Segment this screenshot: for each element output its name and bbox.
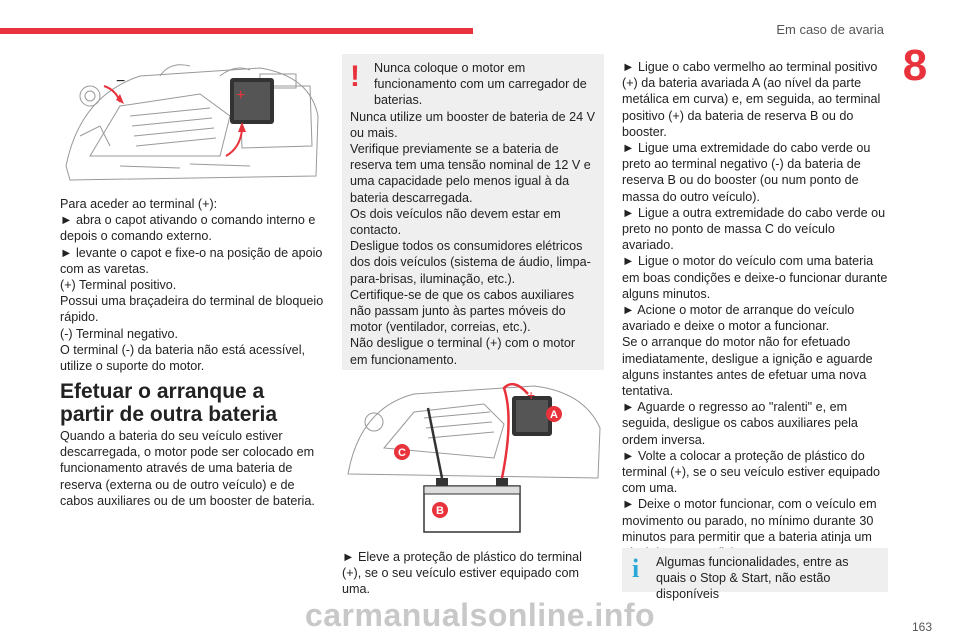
text-line: ► Ligue o motor do veículo com uma bateria em boas condições e deixe-o funcionar durante alguns minutos. bbox=[622, 254, 888, 301]
text-line: Para aceder ao terminal (+): bbox=[60, 197, 218, 211]
text-line: Possui uma braçadeira do terminal de bloqueio rápido. bbox=[60, 294, 324, 325]
plus-terminal-label: + bbox=[236, 87, 246, 104]
info-text: Algumas funcionalidades, entre as quais o Stop & Start, não estão disponíveis bbox=[656, 555, 849, 602]
jump-start-steps bbox=[622, 59, 888, 561]
section-title: Em caso de avaria bbox=[776, 22, 884, 37]
text-line: Certifique-se de que os cabos auxiliares não passam junto às partes móveis do motor (ventilador, correias, etc.). bbox=[350, 287, 575, 335]
page-number: 163 bbox=[911, 620, 932, 634]
text-line: Desligue todos os consumidores elétricos dos dois veículos (sistema de áudio, limpa-para-brisas, iluminação, etc.). bbox=[350, 239, 591, 286]
header-accent-bar bbox=[0, 28, 473, 34]
plastic-cover-instruction bbox=[342, 549, 604, 598]
section-heading: Efetuar o arranque a partir de outra bateria bbox=[60, 380, 278, 426]
label-c: C bbox=[398, 447, 406, 459]
text-line: ► Ligue uma extremidade do cabo verde ou preto ao terminal negativo (-) da bateria de reserva B ou do booster (ou num ponto de massa do outro veículo). bbox=[622, 141, 871, 204]
text-line: ► Volte a colocar a proteção de plástico do terminal (+), se o seu veículo estiver equipado com uma. bbox=[622, 448, 880, 496]
plus-terminal-label: + bbox=[527, 387, 536, 403]
text-line: ► Ligue o cabo vermelho ao terminal positivo (+) da bateria avariada A (ao nível da parte metálica em curva) e, em seguida, ao terminal positivo (+) da bateria de reserva B ou do booster. bbox=[622, 60, 881, 139]
text-line: ► Deixe o motor funcionar, com o veículo em movimento ou parado, no mínimo durante 30 minutos para permitir que a bateria atinja um bbox=[622, 497, 877, 544]
text-line: ► abra o capot ativando o comando interno e depois o comando externo. bbox=[60, 213, 316, 244]
info-box bbox=[622, 548, 888, 602]
text-line: (+) Terminal positivo. bbox=[60, 278, 177, 293]
chapter-number: 8 bbox=[902, 41, 928, 90]
text-paragraph: Quando a bateria do seu veículo estiver descarregada, o motor pode ser colocado em funcionamento através de uma bateria de reserva (externa ou de outro veículo) e de cabos auxiliares ou de um booster de bateria. bbox=[60, 429, 315, 508]
text-line: Nunca coloque o motor em funcionamento com um carregador de baterias. bbox=[374, 61, 587, 108]
text-line: (-) Terminal negativo. bbox=[60, 326, 179, 341]
text-line: Os dois veículos não devem estar em contacto. bbox=[350, 206, 561, 238]
label-b: B bbox=[436, 505, 444, 517]
text-line: Se o arranque do motor não for efetuado imediatamente, desligue a ignição e aguarde alguns instantes antes de efetuar uma nova tentativa. bbox=[622, 335, 873, 399]
section-intro bbox=[60, 428, 328, 509]
text-line: Verifique previamente se a bateria de reserva tem uma tensão nominal de 12 V e uma capacidade pelo menos igual à da bateria descarregada. bbox=[350, 142, 591, 205]
text-line: ► Ligue a outra extremidade do cabo verde ou preto no ponto de massa C do veículo avariado. bbox=[622, 205, 886, 253]
text-line: ► Acione o motor de arranque do veículo avariado e deixe o motor a funcionar. bbox=[622, 303, 855, 334]
label-a: A bbox=[550, 409, 558, 421]
warning-text bbox=[350, 60, 596, 368]
text-line: ► Eleve a proteção de plástico do terminal (+), se o seu veículo estiver equipado com uma. bbox=[342, 550, 582, 597]
text-line: Nunca utilize um booster de bateria de 24 V ou mais. bbox=[350, 109, 596, 140]
minus-terminal-label: − bbox=[116, 73, 126, 90]
info-icon: i bbox=[632, 554, 640, 583]
text-line: O terminal (-) da bateria não está acessível, utilize o suporte do motor. bbox=[60, 342, 305, 374]
text-line: ► Aguarde o regresso ao "ralenti" e, em seguida, desligue os cabos auxiliares pela ordem inversa. bbox=[622, 400, 858, 447]
watermark: carmanualsonline.info bbox=[304, 597, 656, 633]
text-line: Não desligue o terminal (+) com o motor em funcionamento. bbox=[350, 336, 576, 367]
jump-start-figure bbox=[344, 378, 604, 536]
engine-battery-figure bbox=[60, 56, 322, 188]
warning-icon: ! bbox=[350, 60, 360, 93]
warning-box bbox=[342, 54, 604, 370]
text-line: ► levante o capot e fixe-o na posição de apoio com as varetas. bbox=[60, 245, 323, 276]
battery-access-instructions bbox=[60, 196, 328, 374]
